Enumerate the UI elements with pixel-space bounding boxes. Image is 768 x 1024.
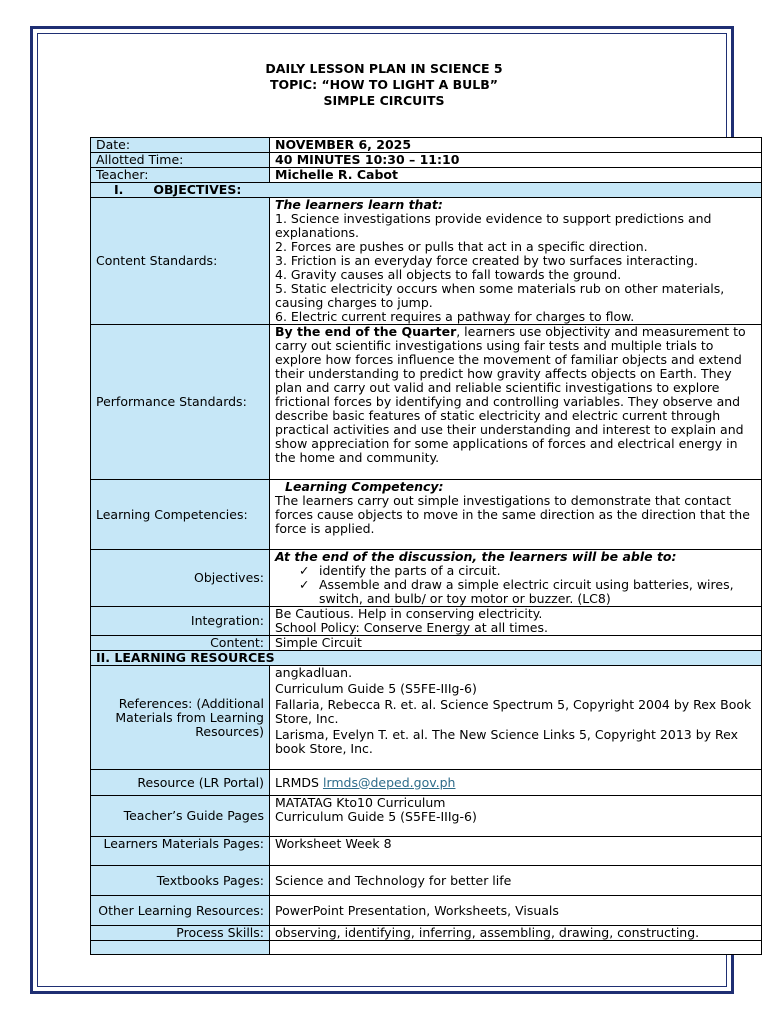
- integration-value: [270, 607, 762, 636]
- content-standards-heading: The learners learn that:: [275, 197, 443, 212]
- learning-competencies-value: [270, 480, 762, 550]
- empty-label-cell: [91, 941, 270, 955]
- learners-materials-row: [91, 837, 762, 866]
- learning-competency-text: The learners carry out simple investigations to demonstrate that contact forces cause objects to move in the same direction as the direction that the force is applied.: [275, 493, 750, 536]
- textbooks-row: [91, 866, 762, 896]
- objectives-section-row: [91, 183, 762, 198]
- performance-standards-row: [91, 325, 762, 480]
- other-resources-value: PowerPoint Presentation, Worksheets, Visuals: [270, 896, 762, 926]
- objective-item-text: identify the parts of a circuit.: [319, 563, 501, 578]
- teachers-guide-line: MATATAG Kto10 Curriculum: [275, 795, 446, 810]
- teacher-label: Teacher:: [91, 168, 270, 183]
- process-skills-label: Process Skills:: [91, 926, 270, 941]
- integration-line: School Policy: Conserve Energy at all times.: [275, 620, 548, 635]
- content-standards-item: 5. Static electricity occurs when some materials rub on other materials, causing charges to jump.: [275, 281, 725, 310]
- integration-row: [91, 607, 762, 636]
- lr-portal-link[interactable]: lrmds@deped.gov.ph: [322, 774, 456, 790]
- lesson-plan-table: [90, 137, 762, 955]
- content-standards-item: 3. Friction is an everyday force created by two surfaces interacting.: [275, 253, 699, 268]
- performance-standards-text: , learners use objectivity and measurement to carry out scientific investigations using fair tests and multiple trials to explore how forces influence the movement of familiar objects and extend their understanding to predict how gravity affects objects on Earth. They plan and carry out valid and reliable scientific investigations to explore frictional forces by identifying and controlling variables. They observe and describe basic features of static electricity and electric current through practical activities and use their understanding and interest to explain and show appreciation for some applications of forces and electrical energy in the home and community.: [275, 324, 746, 465]
- date-row: [91, 138, 762, 153]
- empty-value-cell: [270, 941, 762, 955]
- references-label: References: (Additional Materials from Learning Resources): [91, 666, 270, 770]
- teachers-guide-value: [270, 796, 762, 837]
- lr-portal-prefix: LRMDS: [275, 774, 323, 790]
- integration-line: Be Cautious. Help in conserving electricity.: [275, 606, 543, 621]
- lesson-plan-title: DAILY LESSON PLAN IN SCIENCE 5: [265, 61, 503, 76]
- resources-section-heading: II. LEARNING RESOURCES: [91, 651, 762, 666]
- objectives-row: [91, 550, 762, 607]
- time-row: [91, 153, 762, 168]
- performance-standards-value: [270, 325, 762, 480]
- learning-competencies-row: [91, 480, 762, 550]
- teachers-guide-label: Teacher’s Guide Pages: [91, 796, 270, 837]
- objectives-section-number: I.: [114, 182, 124, 197]
- checkmark-icon: ✓: [299, 563, 310, 578]
- objective-item: [275, 578, 756, 606]
- content-standards-item: 4. Gravity causes all objects to fall towards the ground.: [275, 267, 622, 282]
- time-value: 40 MINUTES 10:30 – 11:10: [270, 153, 762, 168]
- objectives-label: Objectives:: [91, 550, 270, 607]
- time-label: Allotted Time:: [91, 153, 270, 168]
- process-skills-value: observing, identifying, inferring, assembling, drawing, constructing.: [270, 926, 762, 941]
- content-standards-value: [270, 198, 762, 325]
- content-row: [91, 636, 762, 651]
- lr-portal-label: Resource (LR Portal): [91, 770, 270, 796]
- integration-label: Integration:: [91, 607, 270, 636]
- textbooks-label: Textbooks Pages:: [91, 866, 270, 896]
- reference-line: Fallaria, Rebecca R. et. al. Science Spectrum 5, Copyright 2004 by Rex Book Store, Inc.: [275, 697, 752, 726]
- resources-section-row: [91, 651, 762, 666]
- teacher-value: Michelle R. Cabot: [270, 168, 762, 183]
- performance-standards-label: Performance Standards:: [91, 325, 270, 480]
- date-value: NOVEMBER 6, 2025: [270, 138, 762, 153]
- objectives-section-title: OBJECTIVES:: [153, 182, 242, 197]
- lesson-topic: TOPIC: “HOW TO LIGHT A BULB”: [269, 77, 499, 92]
- performance-standards-lead: By the end of the Quarter: [275, 324, 457, 339]
- content-standards-label: Content Standards:: [91, 198, 270, 325]
- lesson-subtopic: SIMPLE CIRCUITS: [323, 93, 445, 108]
- content-standards-item: 1. Science investigations provide evidence to support predictions and explanations.: [275, 211, 712, 240]
- content-standards-item: 2. Forces are pushes or pulls that act in a specific direction.: [275, 239, 648, 254]
- references-value: [270, 666, 762, 770]
- objective-item: [275, 564, 756, 578]
- objectives-section-heading: [91, 183, 762, 198]
- learning-competency-heading: Learning Competency:: [285, 479, 444, 494]
- textbooks-value: Science and Technology for better life: [270, 866, 762, 896]
- objectives-value: [270, 550, 762, 607]
- empty-row: [91, 941, 762, 955]
- objectives-heading: At the end of the discussion, the learners will be able to:: [275, 549, 677, 564]
- teachers-guide-line: Curriculum Guide 5 (S5FE-IIIg-6): [275, 809, 477, 824]
- teacher-row: [91, 168, 762, 183]
- content-label: Content:: [91, 636, 270, 651]
- other-resources-row: [91, 896, 762, 926]
- learning-competencies-label: Learning Competencies:: [91, 480, 270, 550]
- content-value: Simple Circuit: [270, 636, 762, 651]
- lr-portal-value: [270, 770, 762, 796]
- content-standards-row: [91, 198, 762, 325]
- objective-item-text: Assemble and draw a simple electric circuit using batteries, wires, switch, and bulb/ or toy motor or buzzer. (LC8): [319, 577, 734, 606]
- date-label: Date:: [91, 138, 270, 153]
- reference-line: Curriculum Guide 5 (S5FE-IIIg-6): [275, 681, 477, 696]
- learners-materials-value: Worksheet Week 8: [270, 837, 762, 866]
- checkmark-icon: ✓: [299, 577, 310, 592]
- teachers-guide-row: [91, 796, 762, 837]
- lr-portal-row: [91, 770, 762, 796]
- learners-materials-label: Learners Materials Pages:: [91, 837, 270, 866]
- content-standards-item: 6. Electric current requires a pathway for charges to flow.: [275, 309, 635, 324]
- reference-line: angkadluan.: [275, 665, 353, 680]
- references-row: [91, 666, 762, 770]
- reference-line: Larisma, Evelyn T. et. al. The New Science Links 5, Copyright 2013 by Rex book Store, Inc.: [275, 727, 739, 756]
- other-resources-label: Other Learning Resources:: [91, 896, 270, 926]
- process-skills-row: [91, 926, 762, 941]
